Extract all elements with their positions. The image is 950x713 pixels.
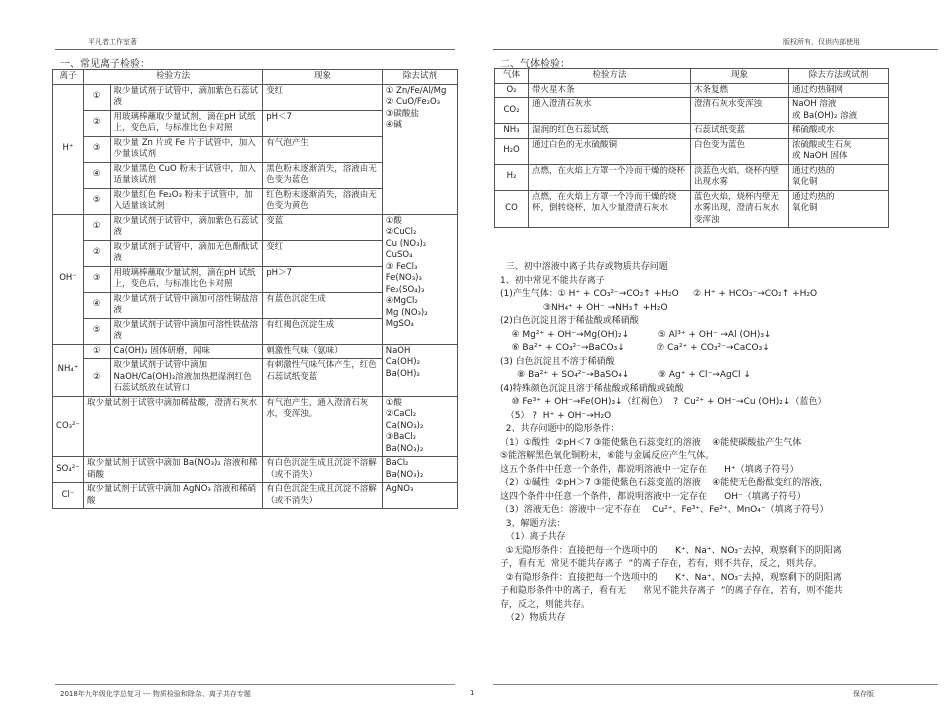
phenomenon-cell: 澄清石灰水变浑浊 <box>691 98 789 124</box>
phenomenon-cell: 白色变为蓝色 <box>691 138 789 164</box>
phenomenon-cell: 红色粉末逐渐消失，溶液由无色变为黄色 <box>263 188 383 214</box>
table-row <box>495 124 889 139</box>
note-line: 三、初中溶液中离子共存或物质共存问题 <box>500 262 668 272</box>
note-line: 这四个条件中任意一个条件，都说明溶液中一定存在 OH⁻（填离子符号） <box>500 491 806 502</box>
header-left: 平凡者工作室著 <box>88 38 137 46</box>
note-line: ②有隐形条件：直接把每一个选项中的 K⁺、Na⁺、NO₃⁻去掉，观察剩下的阴阳离 <box>500 572 842 583</box>
phenomenon-cell: 变红 <box>263 84 383 110</box>
remove-cell: NaOH Ca(OH)₂ Ba(OH)₂ <box>382 344 457 396</box>
note-line: 存，反之，则能共存。 <box>500 599 591 610</box>
method-cell: 用玻璃棒蘸取少量试剂，滴在pH 试纸上，变色后，与标准比色卡对照 <box>110 110 263 136</box>
method-cell: 用玻璃棒蘸取少量试剂，滴在pH 试纸上，变色后，与标准比色卡对照 <box>110 266 263 292</box>
note-line: 3、解题方法： <box>500 518 566 529</box>
remove-cell: 通过灼热铜网 <box>789 83 889 98</box>
col-method: 检验方法 <box>83 70 262 85</box>
phenomenon-cell: 木条复燃 <box>691 83 789 98</box>
note-line: 子，看有无 常见不能共存离子 ”的离子存在，若有，则不共存，反之，则共存。 <box>500 559 823 569</box>
method-cell: Ca(OH)₂ 固体研磨，闻味 <box>110 344 263 359</box>
note-line: 1、初中常见不能共存离子 <box>500 275 605 286</box>
row-number: ① <box>83 84 110 110</box>
note-line: （3）溶液无色：溶液中一定不存在 Cu²⁺、Fe³⁺、Fe²⁺、MnO₄⁻（填离子符号） <box>500 505 829 515</box>
gas-cell: H₂O <box>495 138 529 164</box>
row-number: ④ <box>83 162 110 188</box>
header-right: 版权所有，仅供内部使用 <box>783 38 860 46</box>
header-rule-left <box>55 49 455 50</box>
right-section-title: 二、气体检验： <box>500 59 570 70</box>
method-cell: 取少量试剂于试管中，滴加无色酚酞试液 <box>110 240 263 266</box>
table-row <box>53 483 458 509</box>
table-row <box>53 344 458 359</box>
footer-right: 保存版 <box>853 690 874 698</box>
phenomenon-cell: 淡蓝色火焰，烧杯内壁出现水雾 <box>691 164 789 190</box>
table-row <box>53 214 458 240</box>
note-line: （1）①酸性 ②pH＜7 ③能使紫色石蕊变红的溶液 ④能使碳酸盐产生气体 <box>500 437 802 448</box>
table-row <box>495 164 889 190</box>
method-cell: 取少量红色 Fe₂O₃ 粉末于试管中，加入适量该试剂 <box>110 188 263 214</box>
note-line: ③NH₄⁺ + OH⁻ →NH₃↑ +H₂O <box>500 302 668 313</box>
col-phenomenon: 现象 <box>263 70 383 85</box>
remove-cell: ①酸 ②CuCl₂ Cu (NO₃)₂ CuSO₄ ③ FeCl₃ Fe(NO₃)₃ Fe₂(SO₄)₃ ④MgCl₂ Mg (NO₃)₂ MgSO₄ <box>382 214 457 344</box>
phenomenon-cell: pH＜7 <box>263 110 383 136</box>
row-number: ② <box>83 240 110 266</box>
note-line: ④ Mg²⁺ + OH⁻→Mg(OH)₂↓ ⑤ Al³⁺ + OH⁻ →Al (OH)₃↓ <box>500 329 772 340</box>
row-number: ⑤ <box>83 318 110 344</box>
footer-rule-left <box>55 684 455 685</box>
ion-cell: CO₃²⁻ <box>53 396 84 457</box>
remove-cell: 通过灼热的 氧化铜 <box>789 164 889 190</box>
note-line: （2）①碱性 ②pH＞7 ③能使紫色石蕊变蓝的溶液 ④能使无色酚酞变红的溶液, <box>500 478 823 488</box>
method-cell: 取少量试剂于试管中，滴加紫色石蕊试液 <box>110 214 263 240</box>
phenomenon-cell: 有气泡产生，通入澄清石灰水，变浑浊。 <box>263 396 383 457</box>
footer-left: 2018年九年级化学总复习 --- 物质检验和除杂、离子共存专题 <box>60 690 251 698</box>
remove-cell: 稀硫酸或水 <box>789 124 889 139</box>
row-number: ① <box>83 214 110 240</box>
remove-cell: NaOH 溶液 或 Ba(OH)₂ 溶液 <box>789 98 889 124</box>
col-remove: 除去方法或试剂 <box>789 69 889 84</box>
phenomenon-cell: pH＞7 <box>263 266 383 292</box>
phenomenon-cell: 蓝色火焰，烧杯内壁无水雾出现，澄清石灰水变浑浊 <box>691 190 789 228</box>
gas-test-table <box>494 68 889 228</box>
note-line: ⑥ Ba²⁺ + CO₃²⁻→BaCO₃↓ ⑦ Ca²⁺ + CO₃²⁻→CaCO₃↓ <box>500 343 770 353</box>
gas-cell: CO₂ <box>495 98 529 124</box>
row-number: ③ <box>83 266 110 292</box>
phenomenon-cell: 有刺激性气味气体产生，红色石蕊试纸变蓝 <box>263 359 383 397</box>
row-number: ② <box>83 110 110 136</box>
phenomenon-cell: 变蓝 <box>263 214 383 240</box>
ion-cell: Cl⁻ <box>53 483 84 509</box>
method-cell: 通入澄清石灰水 <box>529 98 691 124</box>
table-header-row <box>53 70 458 85</box>
note-line: (2)白色沉淀且溶于稀盐酸或稀硝酸 <box>500 316 639 326</box>
col-ion: 离子 <box>53 70 84 85</box>
table-row <box>53 457 458 483</box>
page-number: 1 <box>470 689 475 697</box>
method-cell: 点燃，在火焰上方罩一个冷而干燥的烧杯，倒转烧杯，加入少量澄清石灰水 <box>529 190 691 228</box>
table-header-row <box>495 69 889 84</box>
table-row <box>495 83 889 98</box>
note-line: ⑧ Ba²⁺ + SO₄²⁻→BaSO₄↓ ⑨ Ag⁺ + Cl⁻→AgCl ↓ <box>500 370 751 380</box>
ion-cell: H⁺ <box>53 84 84 214</box>
method-cell: 取少量试剂于试管中，滴加紫色石蕊试液 <box>110 84 263 110</box>
remove-cell: AgNO₃ <box>382 483 457 509</box>
col-gas: 气体 <box>495 69 529 84</box>
row-number: ② <box>83 359 110 397</box>
method-cell: 取少量黑色 CuO 粉末于试管中，加入适量该试剂 <box>110 162 263 188</box>
method-cell: 湿润的红色石蕊试纸 <box>529 124 691 139</box>
method-cell: 带火星木条 <box>529 83 691 98</box>
row-number: ⑤ <box>83 188 110 214</box>
note-line: ①无隐形条件：直接把每一个选项中的 K⁺、Na⁺、NO₃⁻去掉，观察剩下的阴阳离 <box>500 545 842 556</box>
phenomenon-cell: 黑色粉末逐渐消失，溶液由无色变为蓝色 <box>263 162 383 188</box>
note-line: 2、共存问题中的隐形条件： <box>500 424 620 434</box>
note-line: ⑩ Fe³⁺ + OH⁻→Fe(OH)₃↓（红褐色） ? Cu²⁺ + OH⁻→Cu (OH)₂↓（蓝色） <box>500 397 827 407</box>
table-row <box>53 396 458 457</box>
table-row <box>495 190 889 228</box>
ion-cell: OH⁻ <box>53 214 84 344</box>
row-number: ④ <box>83 292 110 318</box>
method-cell: 点燃，在火焰上方罩一个冷而干燥的烧杯 <box>529 164 691 190</box>
phenomenon-cell: 有蓝色沉淀生成 <box>263 292 383 318</box>
phenomenon-cell: 有气泡产生 <box>263 136 383 162</box>
ion-test-table <box>52 69 458 509</box>
footer-rule-right <box>493 684 938 685</box>
note-line: (4)特殊颜色沉淀且溶于稀盐酸或稀硝酸或硫酸 <box>500 383 684 394</box>
left-section-title: 一、常见离子检验： <box>60 59 150 70</box>
method-cell: 取少量试剂于试管中滴加可溶性铁盐溶液 <box>110 318 263 344</box>
col-remove: 除去试剂 <box>382 70 457 85</box>
method-cell: 取少量试剂于试管中滴加 AgNO₃ 溶液和稀硝酸 <box>83 483 262 509</box>
note-line: (3) 白色沉淀且不溶于稀硝酸 <box>500 356 615 367</box>
note-line: （2）物质共存 <box>500 613 566 623</box>
note-line: 子和隐形条件中的离子，看有无 常见不能共存离子 ”的离子存在，若有，则不能共 <box>500 586 843 596</box>
remove-cell: 通过灼热的 氧化铜 <box>789 190 889 228</box>
phenomenon-cell: 刺激性气味（氨味） <box>263 344 383 359</box>
method-cell: 取少量试剂于试管中滴加可溶性铜盐溶液 <box>110 292 263 318</box>
table-row <box>495 138 889 164</box>
header-rule-right <box>493 49 938 50</box>
method-cell: 取少量试剂于试管中滴加稀盐酸，澄清石灰水 <box>83 396 262 457</box>
col-method: 检验方法 <box>529 69 691 84</box>
phenomenon-cell: 变红 <box>263 240 383 266</box>
method-cell: 通过白色的无水硫酸铜 <box>529 138 691 164</box>
remove-cell: ① Zn/Fe/Al/Mg ② CuO/Fe₂O₃ ③碳酸盐 ④碱 <box>382 84 457 214</box>
remove-cell: 浓硫酸或生石灰 或 NaOH 固体 <box>789 138 889 164</box>
table-row <box>495 98 889 124</box>
phenomenon-cell: 有红褐色沉淀生成 <box>263 318 383 344</box>
gas-cell: NH₃ <box>495 124 529 139</box>
gas-cell: CO <box>495 190 529 228</box>
note-line: 这五个条件中任意一个条件，都说明溶液中一定存在 H⁺（填离子符号） <box>500 464 799 475</box>
phenomenon-cell: 有白色沉淀生成且沉淀不溶解（或不消失） <box>263 457 383 483</box>
phenomenon-cell: 有白色沉淀生成且沉淀不溶解（或不消失） <box>263 483 383 509</box>
method-cell: 取少量试剂于试管中滴加NaOH/Ca(OH)₂溶液加热把湿润红色石蕊试纸放在试管口 <box>110 359 263 397</box>
gas-cell: H₂ <box>495 164 529 190</box>
method-cell: 取少量 Zn 片或 Fe 片于试管中，加入少量该试剂 <box>110 136 263 162</box>
note-line: ⑤能溶解黑色氧化铜粉末，⑥能与金属反应产生气体。 <box>500 451 715 461</box>
note-line: （1）离子共存 <box>500 532 566 542</box>
remove-cell: BaCl₂ Ba(NO₃)₂ <box>382 457 457 483</box>
method-cell: 取少量试剂于试管中滴加 Ba(NO₃)₂ 溶液和稀硝酸 <box>83 457 262 483</box>
note-line: (1)产生气体：① H⁺ + CO₃²⁻→CO₂↑ +H₂O ② H⁺ + HCO₃⁻→CO₂↑ +H₂O <box>500 289 818 299</box>
row-number: ① <box>83 344 110 359</box>
table-row <box>53 84 458 110</box>
gas-cell: O₂ <box>495 83 529 98</box>
col-phenomenon: 现象 <box>691 69 789 84</box>
row-number: ③ <box>83 136 110 162</box>
ion-cell: NH₄⁺ <box>53 344 84 396</box>
coexistence-notes <box>500 261 930 626</box>
phenomenon-cell: 石蕊试纸变蓝 <box>691 124 789 139</box>
note-line: （5） ? H⁺ + OH⁻→H₂O <box>500 410 612 421</box>
ion-cell: SO₄²⁻ <box>53 457 84 483</box>
remove-cell: ①酸 ②CaCl₂ Ca(NO₃)₂ ③BaCl₂ Ba(NO₃)₂ <box>382 396 457 457</box>
